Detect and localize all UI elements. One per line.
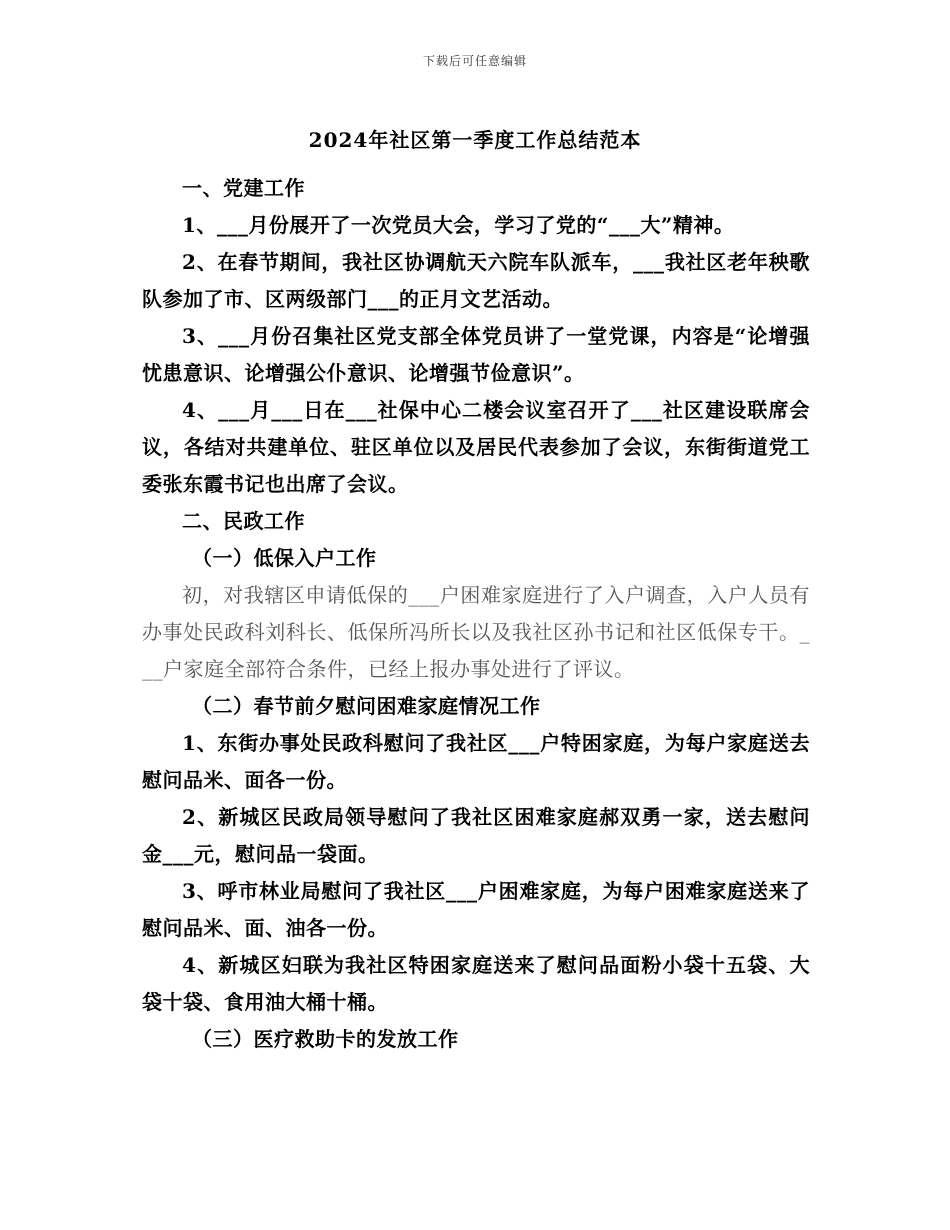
paragraph-festival-1: 1、东街办事处民政科慰问了我社区___户特困家庭，为每户家庭送去慰问品米、面各一份。 <box>142 731 810 792</box>
paragraph-party-1: 1、___月份展开了一次党员大会，学习了党的“___大”精神。 <box>182 213 735 237</box>
section-heading-civil-affairs: 二、民政工作 <box>182 509 305 533</box>
paragraph-low-income: 初，对我辖区申请低保的___户困难家庭进行了入户调查，入户人员有办事处民政科刘科长、低保所冯所长以及我社区孙书记和社区低保专干。___户家庭全部符合条件，已经上报办事处进行了评议。 <box>142 583 810 681</box>
subsection-heading-spring-festival: （二）春节前夕慰问困难家庭情况工作 <box>192 694 541 718</box>
subsection-heading-medical-card: （三）医疗救助卡的发放工作 <box>192 1027 459 1051</box>
paragraph-party-3: 3、___月份召集社区党支部全体党员讲了一堂党课，内容是“论增强忧患意识、论增强公仆意识、论增强节俭意识”。 <box>142 324 810 385</box>
paragraph-festival-4: 4、新城区妇联为我社区特困家庭送来了慰问品面粉小袋十五袋、大袋十袋、食用油大桶十桶。 <box>142 953 810 1014</box>
paragraph-party-2: 2、在春节期间，我社区协调航天六院车队派车，___我社区老年秧歌队参加了市、区两级部门___的正月文艺活动。 <box>142 250 810 311</box>
document-title: 2024年社区第一季度工作总结范本 <box>308 128 642 152</box>
section-heading-party-building: 一、党建工作 <box>182 176 305 200</box>
document-body <box>142 170 810 1058</box>
subsection-heading-low-income: （一）低保入户工作 <box>192 546 377 570</box>
paragraph-party-4: 4、___月___日在___社保中心二楼会议室召开了___社区建设联席会议，各结对共建单位、驻区单位以及居民代表参加了会议，东街街道党工委张东霞书记也出席了会议。 <box>142 398 810 496</box>
page-header-note: 下载后可任意编辑 <box>422 54 527 68</box>
paragraph-festival-2: 2、新城区民政局领导慰问了我社区困难家庭郝双勇一家，送去慰问金___元，慰问品一袋面。 <box>142 805 810 866</box>
paragraph-festival-3: 3、呼市林业局慰问了我社区___户困难家庭，为每户困难家庭送来了慰问品米、面、油各一份。 <box>142 879 810 940</box>
